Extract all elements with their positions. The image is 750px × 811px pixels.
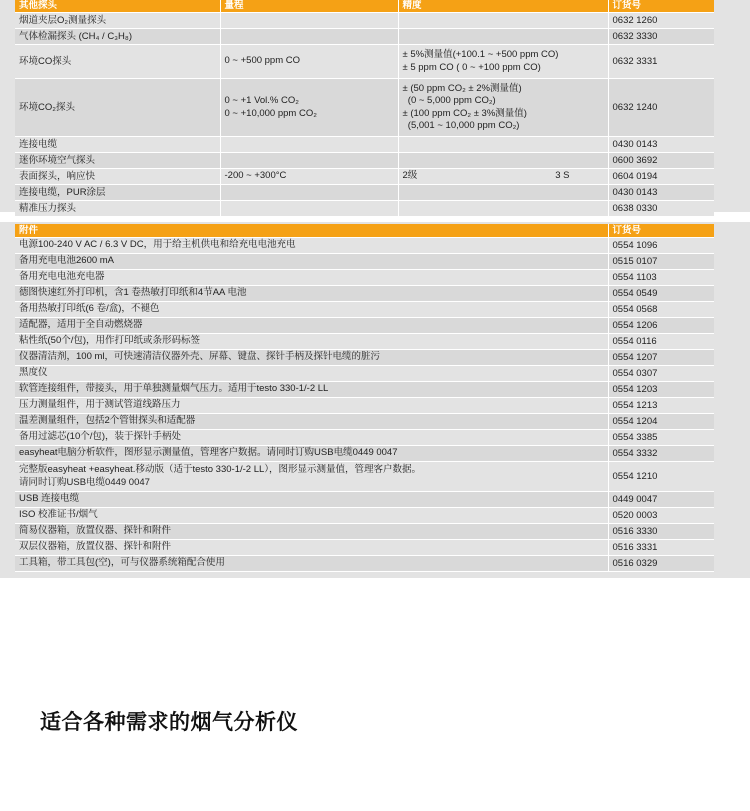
probe-name: 气体检漏探头 (CH₄ / C₃H₈) [15,29,220,45]
accessory-name-line: 压力测量组件，用于测试管道线路压力 [19,399,181,411]
table-row [15,302,714,318]
accessory-name-line: 温差测量组件，包括2个管钳探头和适配器 [19,415,196,427]
range-line: 0 ~ +1 Vol.% CO₂ [224,95,299,106]
accessory-name [15,382,608,398]
order-number: 0516 0329 [608,556,714,572]
accuracy-value: 2级 [402,170,418,182]
accessory-name [15,492,608,508]
probe-accuracy [398,201,608,217]
accuracy-line: ± (50 ppm CO₂ ± 2%测量值) [402,82,522,94]
probe-accuracy [398,169,608,185]
accessory-name-line: 德图快速红外打印机，含1 卷热敏打印纸和4节AA 电池 [19,287,247,299]
probe-name: 连接电缆 [15,137,220,153]
order-number: 0554 0549 [608,286,714,302]
order-number: 0554 1103 [608,270,714,286]
table-row [15,350,714,366]
accuracy-line: (0 ~ 5,000 ppm CO₂) [402,95,496,106]
order-number: 0449 0047 [608,492,714,508]
accessory-name-line: easyheat电脑分析软件，图形显示测量值，管理客户数据。请同时订购USB电缆0449 0047 [19,447,398,459]
accuracy-line: ± 5 ppm CO ( 0 ~ +100 ppm CO) [402,61,541,73]
table-row [15,254,714,270]
table-row [15,382,714,398]
table-row [15,185,714,201]
probe-accuracy [398,13,608,29]
accessory-name-line: 适配器，适用于全自动燃烧器 [19,319,143,331]
range-line: 0 ~ +10,000 ppm CO₂ [224,107,317,119]
probe-range [220,13,398,29]
probe-range [220,153,398,169]
probe-name: 烟道夹层O₂测量探头 [15,13,220,29]
column-header: 附件 [15,224,608,238]
accessory-name [15,302,608,318]
order-number: 0554 1203 [608,382,714,398]
order-number: 0554 0307 [608,366,714,382]
table-row [15,334,714,350]
probe-range [220,169,398,185]
order-number: 0554 1210 [608,462,714,492]
accuracy-line: (5,001 ~ 10,000 ppm CO₂) [402,120,520,131]
accessory-name [15,446,608,462]
table-row [15,201,714,217]
probe-range [220,137,398,153]
table-row [15,286,714,302]
table-row [15,238,714,254]
probe-range [220,79,398,137]
accessory-name-line: USB 连接电缆 [19,493,80,505]
table-row [15,153,714,169]
accessory-name-line: 软管连接组件，带接头，用于单独测量烟气压力。适用于testo 330-1/-2 LL [19,383,329,395]
accessory-name [15,318,608,334]
accessory-name-line: 电源100-240 V AC / 6.3 V DC，用于给主机供电和给充电电池充电 [19,239,296,251]
accessory-name [15,556,608,572]
accessory-name-line: 仪器清洁剂，100 ml，可快速清洁仪器外壳、屏幕、键盘、探针手柄及探针电缆的脏污 [19,351,381,363]
range-line: 0 ~ +500 ppm CO [224,55,301,67]
table-row [15,414,714,430]
probe-accuracy [398,137,608,153]
order-number: 0520 0003 [608,508,714,524]
accessory-name [15,430,608,446]
order-number: 0554 1096 [608,238,714,254]
order-number: 0632 1260 [608,13,714,29]
accessory-name-line: 完整版easyheat +easyheat.移动版（适于testo 330-1/-2 LL），图形显示测量值，管理客户数据。 [19,464,422,475]
table-row [15,556,714,572]
table-row [15,45,714,79]
accessory-name [15,540,608,556]
accessory-table [15,224,714,572]
table-row [15,366,714,382]
accessory-name-line: 备用热敏打印纸(6 卷/盒)，不褪色 [19,303,160,315]
table-row [15,318,714,334]
accessory-name-line: 黑度仪 [19,367,48,379]
probe-accuracy [398,153,608,169]
order-number: 0430 0143 [608,137,714,153]
range-line: -200 ~ +300°C [224,170,287,182]
accessory-name [15,334,608,350]
column-header: 订货号 [608,224,714,238]
accessory-name [15,270,608,286]
table-row [15,446,714,462]
probe-name: 表面探头，响应快 [15,169,220,185]
probe-name: 环境CO探头 [15,45,220,79]
order-number: 0554 3332 [608,446,714,462]
table-row [15,79,714,137]
accessory-name [15,238,608,254]
table-row [15,524,714,540]
table-row [15,13,714,29]
order-number: 0554 0568 [608,302,714,318]
probe-range [220,185,398,201]
probe-table-header [15,0,714,13]
column-header: 量程 [220,0,398,13]
table-row [15,508,714,524]
probe-range [220,201,398,217]
order-number: 0554 1213 [608,398,714,414]
probe-accuracy [398,45,608,79]
accessory-table-header [15,224,714,238]
accuracy-line: ± (100 ppm CO₂ ± 3%测量值) [402,107,527,119]
accessory-name-line: 双层仪器箱，放置仪器、探针和附件 [19,541,172,553]
accessory-name [15,350,608,366]
order-number: 0632 3331 [608,45,714,79]
order-number: 0516 3330 [608,524,714,540]
probe-range [220,29,398,45]
accessory-name-line: 备用过滤芯(10个/包)，装于探针手柄处 [19,431,182,443]
order-number: 0430 0143 [608,185,714,201]
accessory-name [15,414,608,430]
table-row [15,169,714,185]
order-number: 0632 3330 [608,29,714,45]
table-row [15,492,714,508]
section-heading: 适合各种需求的烟气分析仪 [40,710,298,734]
table-row [15,137,714,153]
probe-accuracy [398,79,608,137]
accuracy-value: 3 S [555,170,570,182]
table-row [15,462,714,492]
accessory-name [15,462,608,492]
probe-range [220,45,398,79]
accessory-name-line: 备用充电电池2600 mA [19,255,115,267]
accessory-name-line: 简易仪器箱，放置仪器、探针和附件 [19,525,172,537]
column-header: 其他探头 [15,0,220,13]
accessory-name-line: 请同时订购USB电缆0449 0047 [19,476,150,488]
table-row [15,398,714,414]
accessory-name-line: 粘性纸(50个/包)，用作打印纸或条形码标签 [19,335,201,347]
table-row [15,430,714,446]
column-header: 精度 [398,0,608,13]
order-number: 0600 3692 [608,153,714,169]
probe-name: 环境CO₂探头 [15,79,220,137]
accessory-name [15,508,608,524]
order-number: 0515 0107 [608,254,714,270]
order-number: 0554 3385 [608,430,714,446]
probe-accuracy [398,29,608,45]
accessory-name [15,398,608,414]
table-row [15,270,714,286]
accessory-name-line: ISO 校准证书/烟气 [19,509,98,521]
probe-accuracy [398,185,608,201]
order-number: 0638 0330 [608,201,714,217]
table-row [15,29,714,45]
accessory-name-line: 工具箱，带工具包(空)，可与仪器系统箱配合使用 [19,557,225,569]
order-number: 0516 3331 [608,540,714,556]
order-number: 0554 1206 [608,318,714,334]
probe-name: 精准压力探头 [15,201,220,217]
probe-table [15,0,714,217]
probe-name: 迷你环境空气探头 [15,153,220,169]
probe-name: 连接电缆，PUR涂层 [15,185,220,201]
accessory-name [15,524,608,540]
order-number: 0554 0116 [608,334,714,350]
accessory-name [15,286,608,302]
accuracy-line: ± 5%测量值(+100.1 ~ +500 ppm CO) [402,49,559,60]
table-row [15,540,714,556]
order-number: 0604 0194 [608,169,714,185]
accessory-name [15,254,608,270]
accessory-name-line: 备用充电电池充电器 [19,271,105,283]
column-header: 订货号 [608,0,714,13]
order-number: 0554 1207 [608,350,714,366]
order-number: 0632 1240 [608,79,714,137]
order-number: 0554 1204 [608,414,714,430]
accessory-name [15,366,608,382]
